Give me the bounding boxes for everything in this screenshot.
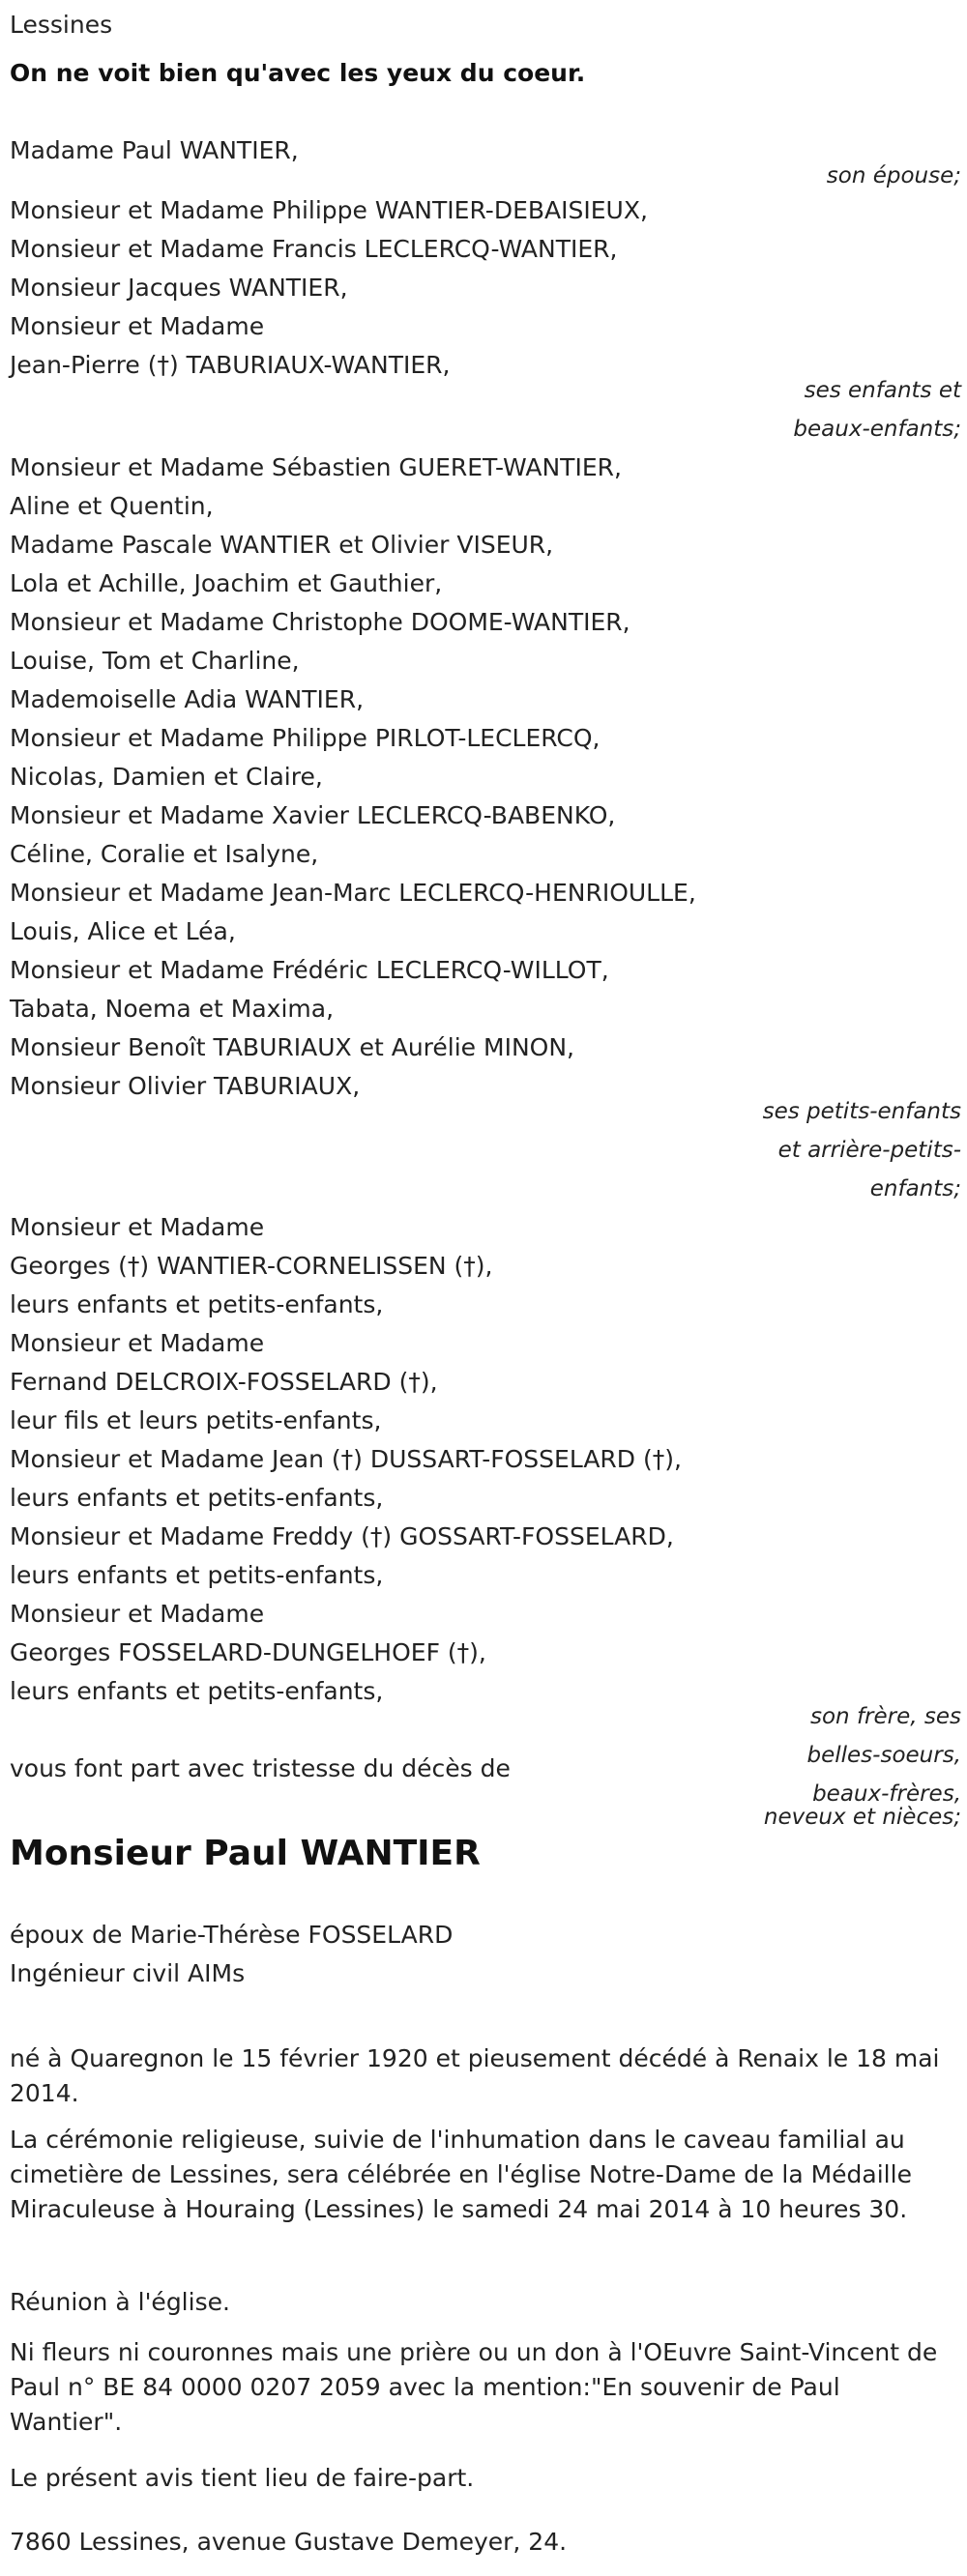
grandchildren-line: Louise, Tom et Charline, (10, 647, 300, 675)
motto: On ne voit bien qu'avec les yeux du coeur. (10, 59, 586, 87)
siblings-relation: beaux-frères, (812, 1781, 961, 1807)
siblings-relation: neveux et nièces; (763, 1805, 961, 1830)
birth-death-paragraph: né à Quaregnon le 15 février 1920 et pieusement décédé à Renaix le 18 mai 2014. (10, 2044, 940, 2107)
children-relation: ses enfants et (804, 378, 961, 403)
children-line: Monsieur et Madame (10, 312, 265, 340)
siblings-line: leurs enfants et petits-enfants, (10, 1290, 384, 1318)
siblings-line: Georges (†) WANTIER-CORNELISSEN (†), (10, 1252, 493, 1280)
address: 7860 Lessines, avenue Gustave Demeyer, 24. (10, 2528, 568, 2556)
grandchildren-line: Monsieur et Madame Sébastien GUERET-WANTIER, (10, 453, 622, 481)
siblings-line: Fernand DELCROIX-FOSSELARD (†), (10, 1368, 438, 1396)
children-line: Monsieur et Madame Philippe WANTIER-DEBAISIEUX, (10, 196, 648, 224)
grandchildren-line: Nicolas, Damien et Claire, (10, 763, 323, 791)
deceased-name: Monsieur Paul WANTIER (10, 1834, 481, 1873)
grandchildren-line: Monsieur et Madame Jean-Marc LECLERCQ-HENRIOULLE, (10, 879, 696, 907)
grandchildren-line: Monsieur Benoît TABURIAUX et Aurélie MINON, (10, 1033, 574, 1061)
grandchildren-relation: enfants; (869, 1176, 961, 1201)
siblings-relation: son frère, ses (810, 1704, 961, 1729)
announcement: vous font part avec tristesse du décès de (10, 1754, 511, 1782)
siblings-line: Monsieur et Madame Jean (†) DUSSART-FOSSELARD (†), (10, 1445, 682, 1473)
grandchildren-line: Monsieur Olivier TABURIAUX, (10, 1072, 361, 1100)
siblings-line: leurs enfants et petits-enfants, (10, 1677, 384, 1705)
siblings-line: leurs enfants et petits-enfants, (10, 1561, 384, 1589)
children-line: Jean-Pierre (†) TABURIAUX-WANTIER, (10, 351, 451, 379)
siblings-relation: belles-soeurs, (806, 1743, 961, 1768)
grandchildren-line: Céline, Coralie et Isalyne, (10, 840, 319, 868)
deceased-spouse: époux de Marie-Thérèse FOSSELARD (10, 1921, 454, 1949)
deceased-title: Ingénieur civil AIMs (10, 1959, 246, 1987)
siblings-line: Monsieur et Madame (10, 1600, 265, 1628)
city-heading: Lessines (10, 11, 113, 39)
spouse-relation: son épouse; (826, 163, 961, 188)
grandchildren-line: Monsieur et Madame Christophe DOOME-WANTIER, (10, 608, 630, 636)
reunion-paragraph: Réunion à l'église. (10, 2288, 230, 2316)
grandchildren-line: Aline et Quentin, (10, 492, 214, 520)
siblings-line: Monsieur et Madame (10, 1213, 265, 1241)
grandchildren-relation: ses petits-enfants (762, 1099, 961, 1124)
grandchildren-line: Mademoiselle Adia WANTIER, (10, 685, 365, 713)
siblings-line: leurs enfants et petits-enfants, (10, 1484, 384, 1512)
children-relation: beaux-enfants; (793, 417, 961, 442)
children-line: Monsieur Jacques WANTIER, (10, 274, 348, 302)
ceremony-paragraph: La cérémonie religieuse, suivie de l'inhumation dans le caveau familial au cimetière de Lessines, sera célébrée en l'église Notre-Dame de la Médaille Miraculeuse à Houraing (Lessines) le samedi 24 mai 2014 à 10 heures 30. (10, 2126, 912, 2223)
notice-paragraph: Le présent avis tient lieu de faire-part. (10, 2464, 475, 2492)
grandchildren-line: Tabata, Noema et Maxima, (10, 995, 335, 1023)
siblings-line: Monsieur et Madame (10, 1329, 265, 1357)
siblings-line: Georges FOSSELARD-DUNGELHOEF (†), (10, 1638, 486, 1666)
siblings-line: Monsieur et Madame Freddy (†) GOSSART-FOSSELARD, (10, 1522, 674, 1550)
siblings-line: leur fils et leurs petits-enfants, (10, 1406, 382, 1434)
children-line: Monsieur et Madame Francis LECLERCQ-WANTIER, (10, 235, 618, 263)
grandchildren-line: Lola et Achille, Joachim et Gauthier, (10, 569, 443, 597)
grandchildren-line: Madame Pascale WANTIER et Olivier VISEUR, (10, 531, 554, 559)
spouse-name: Madame Paul WANTIER, (10, 136, 299, 164)
donation-paragraph: Ni fleurs ni couronnes mais une prière ou un don à l'OEuvre Saint-Vincent de Paul n° BE 84 0000 0207 2059 avec la mention:"En souvenir de Paul Wantier". (10, 2338, 938, 2436)
grandchildren-line: Monsieur et Madame Frédéric LECLERCQ-WILLOT, (10, 956, 609, 984)
grandchildren-relation: et arrière-petits- (777, 1138, 961, 1163)
grandchildren-line: Louis, Alice et Léa, (10, 917, 236, 945)
grandchildren-line: Monsieur et Madame Xavier LECLERCQ-BABENKO, (10, 801, 616, 829)
grandchildren-line: Monsieur et Madame Philippe PIRLOT-LECLERCQ, (10, 724, 601, 752)
